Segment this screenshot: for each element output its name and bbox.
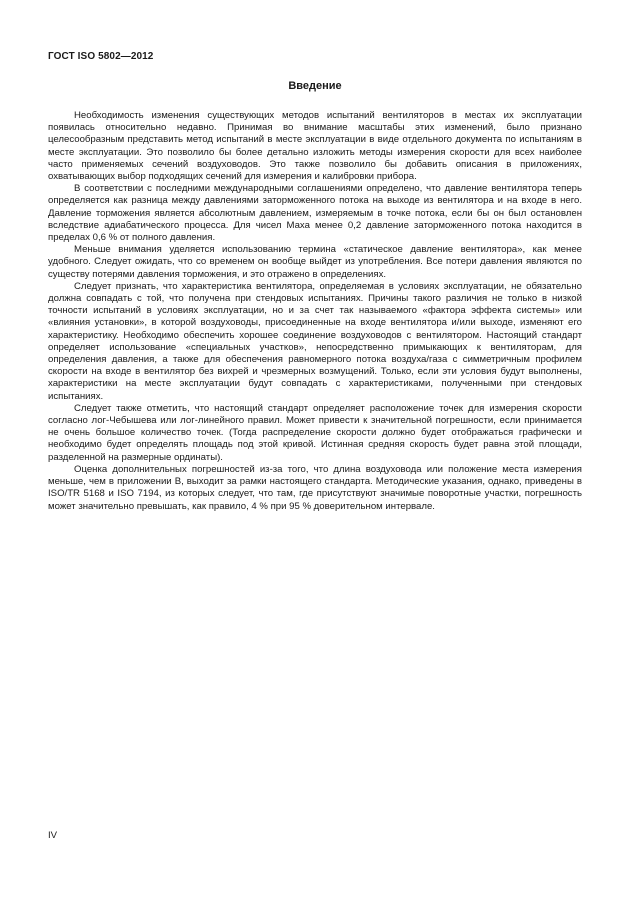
- paragraph-1: Необходимость изменения существующих методов испытаний вентиляторов в местах их эксплуатации появилась относительно недавно. Принимая во внимание масштабы этих изменений, было признано целесообразным представить метод испытаний в месте эксплуатации в виде отдельного документа по испытаниям в месте эксплуатации. Это позволило бы более детально изложить методы измерения скорости для всех наиболее часто применяемых сечений воздуховодов. Это также позволило бы добавить описания в приложениях, охватывающих выбор подходящих сечений для измерения и калибровки прибора.: [48, 110, 582, 183]
- paragraph-2: В соответствии с последними международными соглашениями определено, что давление вентилятора теперь определяется как разница между давлениями заторможенного потока на выходе из вентилятора и на входе в него. Давление торможения является абсолютным давлением, измеряемым в точке потока, если бы он был остановлен вследствие адиабатического процесса. Для чисел Маха менее 0,2 давление заторможенного потока находится в пределах 0,6 % от полного давления.: [48, 183, 582, 244]
- standard-code-header: ГОСТ ISO 5802—2012: [48, 51, 154, 62]
- paragraph-3: Меньше внимания уделяется использованию термина «статическое давление вентилятора», как менее удобного. Следует ожидать, что со временем он вообще выйдет из употребления. Все потери давления являются по существу потерями давления торможения, и это отражено в определениях.: [48, 244, 582, 280]
- introduction-body: [48, 110, 582, 513]
- page-number: IV: [48, 830, 58, 841]
- section-title: Введение: [288, 80, 342, 92]
- paragraph-6: Оценка дополнительных погрешностей из-за того, что длина воздуховода или положение места измерения меньше, чем в приложении В, выходит за рамки настоящего стандарта. Методические указания, однако, приведены в ISO/TR 5168 и ISO 7194, из которых следует, что там, где присутствуют значимые поворотные участки, погрешность может значительно превышать, как правило, 4 % при 95 % доверительном интервале.: [48, 463, 582, 512]
- paragraph-4: Следует признать, что характеристика вентилятора, определяемая в условиях эксплуатации, не обязательно должна совпадать с той, что получена при стендовых испытаниях. Причины такого различия не только в низкой точности испытаний в условиях эксплуатации, но и за счет так называемого «фактора эффекта системы» или «влияния установки», в которой воздуховоды, присоединенные на входе вентилятора и/или выходе, изменяют его характеристику. Необходимо обеспечить хорошее соединение воздуховодов с вентилятором. Настоящий стандарт определяет использование «специальных участков», непосредственно примыкающих к вентиляторам, для определения давления, а также для обеспечения равномерного потока воздуха/газа с симметричным профилем скорости на входе в вентилятор без вихрей и чрезмерных возмущений. Только, если эти условия будут выполнены, характеристики на месте эксплуатации будут совпадать с характеристиками, полученными при стендовых испытаниях.: [48, 280, 582, 402]
- paragraph-5: Следует также отметить, что настоящий стандарт определяет расположение точек для измерения скорости согласно лог-Чебышева или лог-линейного правил. Может привести к значительной погрешности, если принимается не очень большое количество точек. (Тогда распределение скорости должно будет отображаться графически и необходимо будет определять площадь под этой кривой. Истинная средняя скорость будет равна этой площади, разделенной на размерные ординаты).: [48, 402, 582, 463]
